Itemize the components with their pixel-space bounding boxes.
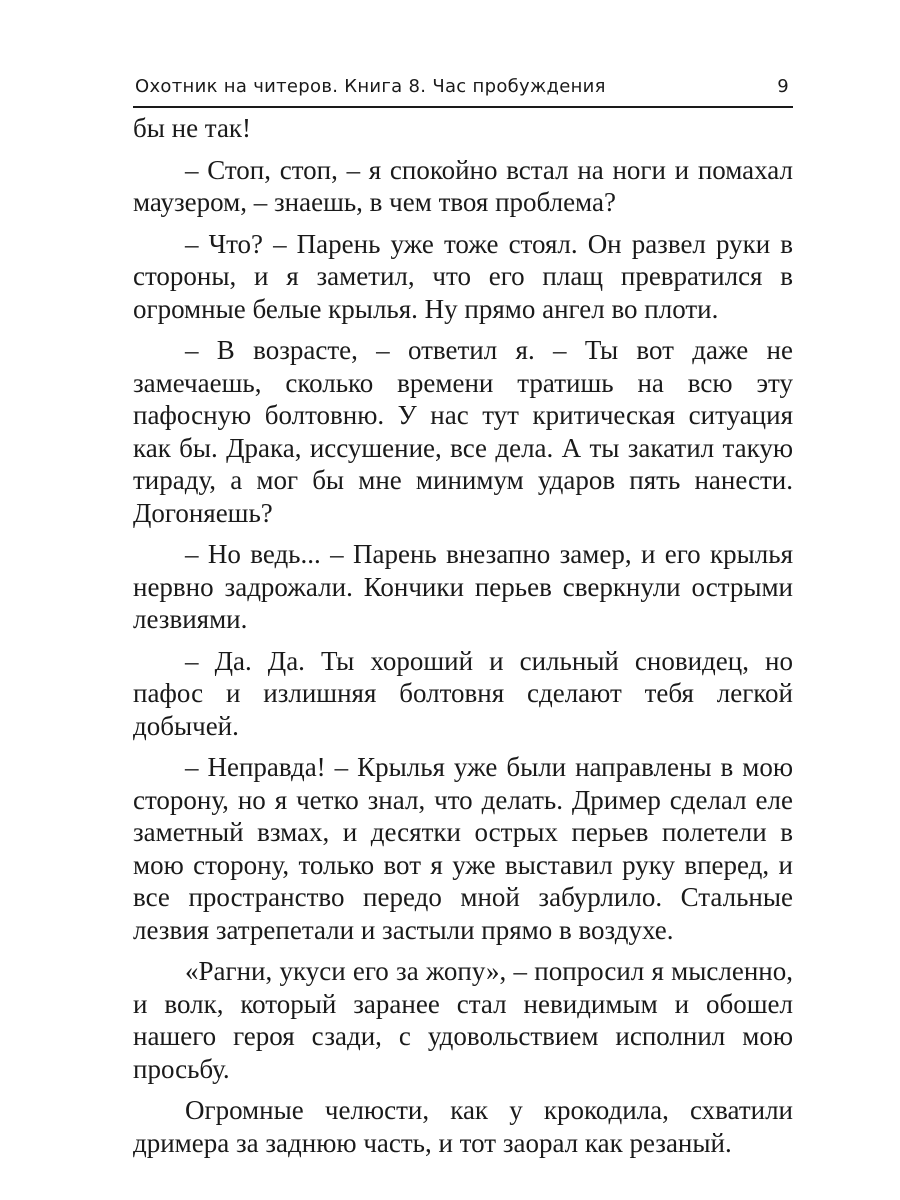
paragraph: – Неправда! – Крылья уже были направлены в мою сторону, но я четко знал, что делать. Дример сделал еле заметный взмах, и десятки острых перьев полетели в мою сторону, только вот я уже выставил руку вперед, и все пространство передо мной забурлило. Стальные лезвия затрепетали и застыли прямо в воздухе.: [133, 752, 793, 945]
paragraph: «Рагни, укуси его за жопу», – попросил я мысленно, и волк, который заранее стал невидимым и обошел нашего героя сзади, с удовольствием исполнил мою просьбу.: [133, 956, 793, 1084]
paragraph: Огромные челюсти, как у крокодила, схватили дримера за заднюю часть, и тот заорал как резаный.: [133, 1095, 793, 1158]
paragraph: – Да. Да. Ты хороший и сильный сновидец, но пафос и излишняя болтовня сделают тебя легкой добычей.: [133, 645, 793, 741]
paragraph: бы не так!: [133, 113, 252, 143]
paragraph: – Но ведь... – Парень внезапно замер, и его крылья нервно задрожали. Кончики перьев сверкнули острыми лезвиями.: [133, 539, 793, 634]
running-header: [133, 72, 793, 108]
book-title: Охотник на читеров. Книга 8. Час пробуждения: [135, 76, 606, 97]
paragraph: – Стоп, стоп, – я спокойно встал на ноги и помахал маузером, – знаешь, в чем твоя проблема?: [133, 154, 793, 217]
paragraph: – В возрасте, – ответил я. – Ты вот даже не замечаешь, сколько времени тратишь на всю эту пафосную болтовню. У нас тут критическая ситуация как бы. Драка, иссушение, все дела. А ты закатил такую тираду, а мог бы мне минимум ударов пять нанести. Догоняешь?: [133, 335, 793, 528]
paragraph: – Что? – Парень уже тоже стоял. Он развел руки в стороны, и я заметил, что его плащ превратился в огромные белые крылья. Ну прямо ангел во плоти.: [133, 228, 793, 324]
page-number: 9: [777, 76, 789, 97]
body-text: [133, 112, 793, 1168]
